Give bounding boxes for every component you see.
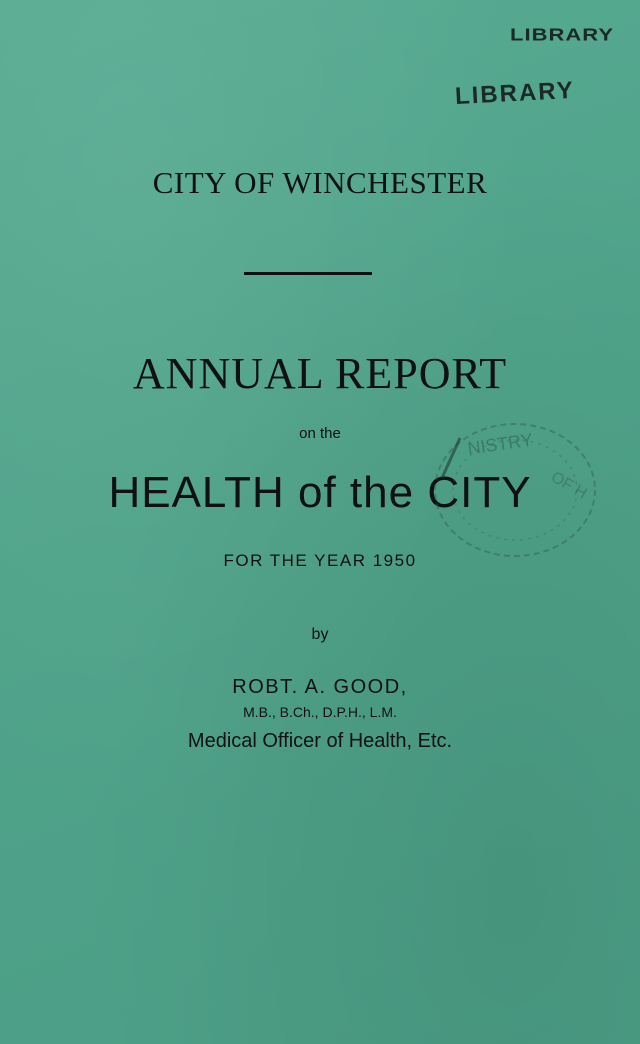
report-subject: HEALTH of the CITY [108,468,532,517]
report-year: FOR THE YEAR 1950 [223,551,417,570]
author-name: ROBT. A. GOOD, [232,676,408,698]
library-stamp-top: LIBRARY [510,24,614,45]
report-title: ANNUAL REPORT [132,349,508,398]
author-role: Medical Officer of Health, Etc. [187,730,453,752]
divider-rule [244,272,372,275]
svg-text:OF H: OF H [548,468,590,503]
by-line: by [311,626,329,643]
city-heading: CITY OF WINCHESTER [152,165,488,200]
library-stamp: LIBRARY [454,76,576,111]
author-qualifications: M.B., B.Ch., D.P.H., L.M. [243,704,397,720]
svg-text:NISTRY: NISTRY [466,429,535,459]
title-connector: on the [299,425,341,442]
ministry-seal-stamp [420,408,610,568]
